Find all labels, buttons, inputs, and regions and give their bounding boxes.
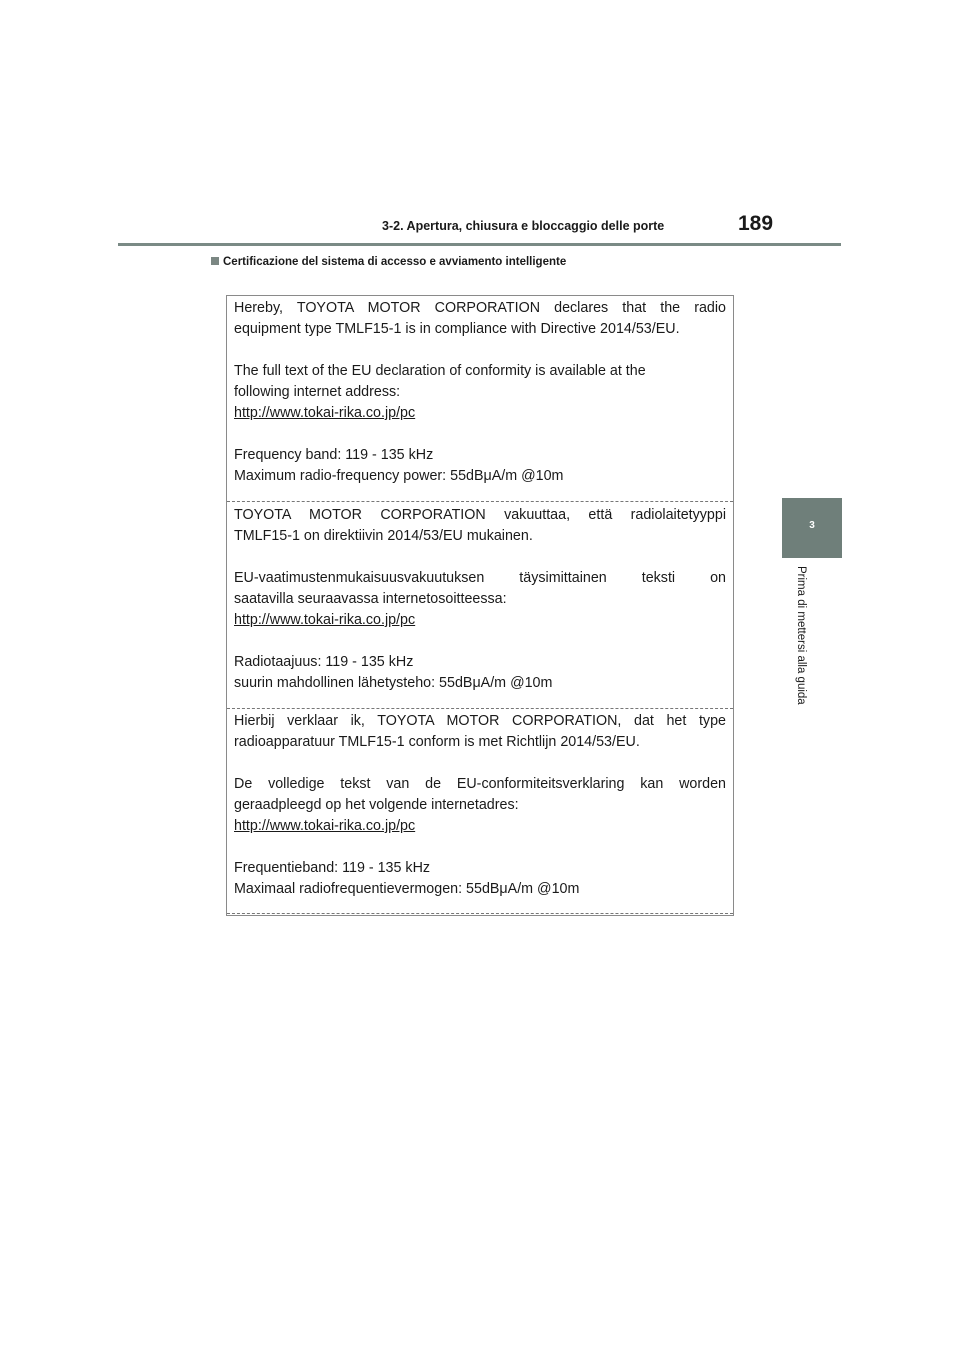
frequency-band: Frequency band: 119 - 135 kHz	[234, 447, 434, 463]
max-power: Maximaal radiofrequentievermogen: 55dBμA/m @10m	[234, 881, 580, 897]
statement-line: TOYOTA MOTOR CORPORATION vakuuttaa, että radiolaitetyyppi	[234, 507, 726, 523]
certification-box	[226, 295, 734, 916]
section-heading	[211, 256, 566, 268]
statement-line: Hierbij verklaar ik, TOYOTA MOTOR CORPORATION, dat het type	[234, 713, 726, 729]
frequency-band: Radiotaajuus: 119 - 135 kHz	[234, 654, 414, 670]
section-divider	[227, 913, 733, 914]
statement-line: TMLF15-1 on direktiivin 2014/53/EU mukainen.	[234, 528, 533, 544]
section-divider	[227, 501, 733, 502]
max-power: suurin mahdollinen lähetysteho: 55dBμA/m @10m	[234, 675, 553, 691]
header-divider	[118, 243, 841, 246]
section-heading-text: Certificazione del sistema di accesso e avviamento intelligente	[223, 256, 567, 268]
certification-fi	[234, 505, 726, 694]
availability-line: saatavilla seuraavassa internetosoitteessa:	[234, 591, 507, 607]
max-power: Maximum radio-frequency power: 55dBμA/m @10m	[234, 468, 564, 484]
page-number: 189	[738, 212, 774, 235]
statement-line: equipment type TMLF15-1 is in compliance with Directive 2014/53/EU.	[234, 321, 680, 337]
section-divider	[227, 708, 733, 709]
heading-square-icon	[211, 257, 219, 265]
availability-line: EU-vaatimustenmukaisuusvakuutuksen täysimittainen teksti on	[234, 570, 726, 586]
availability-line: The full text of the EU declaration of conformity is available at the	[234, 363, 646, 379]
declaration-link[interactable]: http://www.tokai-rika.co.jp/pc	[234, 612, 416, 628]
declaration-link[interactable]: http://www.tokai-rika.co.jp/pc	[234, 405, 416, 421]
availability-line: following internet address:	[234, 384, 401, 400]
declaration-link[interactable]: http://www.tokai-rika.co.jp/pc	[234, 818, 416, 834]
chapter-number: 3	[809, 520, 815, 531]
chapter-title-vertical	[795, 566, 811, 736]
chapter-tab[interactable]	[782, 498, 842, 558]
certification-nl	[234, 711, 726, 900]
statement-line: radioapparatuur TMLF15-1 conform is met Richtlijn 2014/53/EU.	[234, 734, 640, 750]
frequency-band: Frequentieband: 119 - 135 kHz	[234, 860, 431, 876]
chapter-title: Prima di mettersi alla guida	[795, 566, 807, 705]
statement-line: Hereby, TOYOTA MOTOR CORPORATION declares that the radio	[234, 300, 726, 316]
availability-line: geraadpleegd op het volgende internetadres:	[234, 797, 519, 813]
certification-en	[234, 298, 726, 487]
section-title: 3-2. Apertura, chiusura e bloccaggio delle porte	[382, 219, 665, 233]
availability-line: De volledige tekst van de EU-conformiteitsverklaring kan worden	[234, 776, 726, 792]
